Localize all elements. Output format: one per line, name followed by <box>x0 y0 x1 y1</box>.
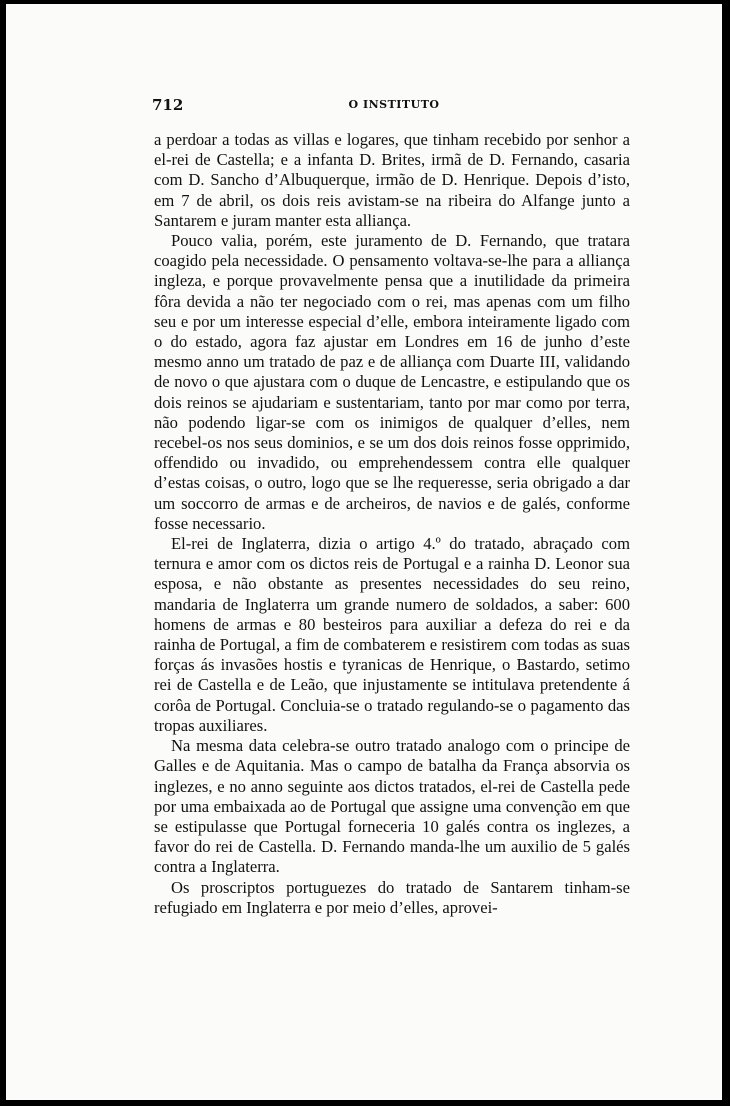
page-header <box>152 96 636 118</box>
page-number: 712 <box>152 96 184 114</box>
body-text <box>154 130 630 918</box>
paragraph: Os proscriptos portuguezes do tratado de Santarem tinham-se refugiado em Inglaterra e por meio d’elles, aprovei- <box>154 877 630 917</box>
book-page <box>6 4 722 1100</box>
paragraph: Na mesma data celebra-se outro tratado analogo com o principe de Galles e de Aquitania. Mas o campo de batalha da França absorvia os inglezes, e no anno seguinte aos dictos tratados, el-rei de Castella pede por uma embaixada ao de Portugal que assigne uma convenção em que se estipulasse que Portugal forneceria 10 galés contra os inglezes, a favor do rei de Castella. D. Fernando manda-lhe um auxilio de 5 galés contra a Inglaterra. <box>154 736 630 877</box>
paragraph: El-rei de Inglaterra, dizia o artigo 4.º do tratado, abraçado com ternura e amor com os dictos reis de Portugal e a rainha D. Leonor sua esposa, e não obstante as presentes necessidades do seu reino, mandaria de Inglaterra um grande numero de soldados, a saber: 600 homens de armas e 80 besteiros para auxiliar a defeza do rei e da rainha de Portugal, a fim de combaterem e resistirem com todas as suas forças ás invasões hostis e tyranicas de Henrique, o Bastardo, setimo rei de Castella e de Leão, que injustamente se intitulava pretendente á corôa de Portugal. Concluia-se o tratado regulando-se o pagamento das tropas auxiliares. <box>154 534 630 735</box>
paragraph-continuation: a perdoar a todas as villas e logares, que tinham recebido por senhor a el-rei de Castella; e a infanta D. Brites, irmã de D. Fernando, casaria com D. Sancho d’Albuquerque, irmão de D. Henrique. Depois d’isto, em 7 de abril, os dois reis avistam-se na ribeira do Alfange junto a Santarem e juram manter esta alliança. <box>154 130 630 230</box>
paragraph: Pouco valia, porém, este juramento de D. Fernando, que tratara coagido pela necessidade. O pensamento voltava-se-lhe para a alliança ingleza, e porque provavelmente pensa que a inutilidade da primeira fôra devida a não ter negociado com o rei, mas apenas com um filho seu e por um interesse especial d’elle, embora inteiramente ligado com o do estado, agora faz ajustar em Londres em 16 de junho d’este mesmo anno um tratado de paz e de alliança com Duarte III, validando de novo o que ajustara com o duque de Lencastre, e estipulando que os dois reinos se ajudariam e sustentariam, tanto por mar como por terra, não podendo ligar-se com os inimigos de qualquer d’elles, nem recebel-os nos seus dominios, e se um dos dois reinos fosse opprimido, offendido ou invadido, ou emprehendessem contra elle qualquer d’estas coisas, o outro, logo que se lhe requeresse, seria obrigado a dar um soccorro de armas e de archeiros, de navios e de galés, conforme fosse necessario. <box>154 231 630 533</box>
running-title: O INSTITUTO <box>348 98 440 111</box>
